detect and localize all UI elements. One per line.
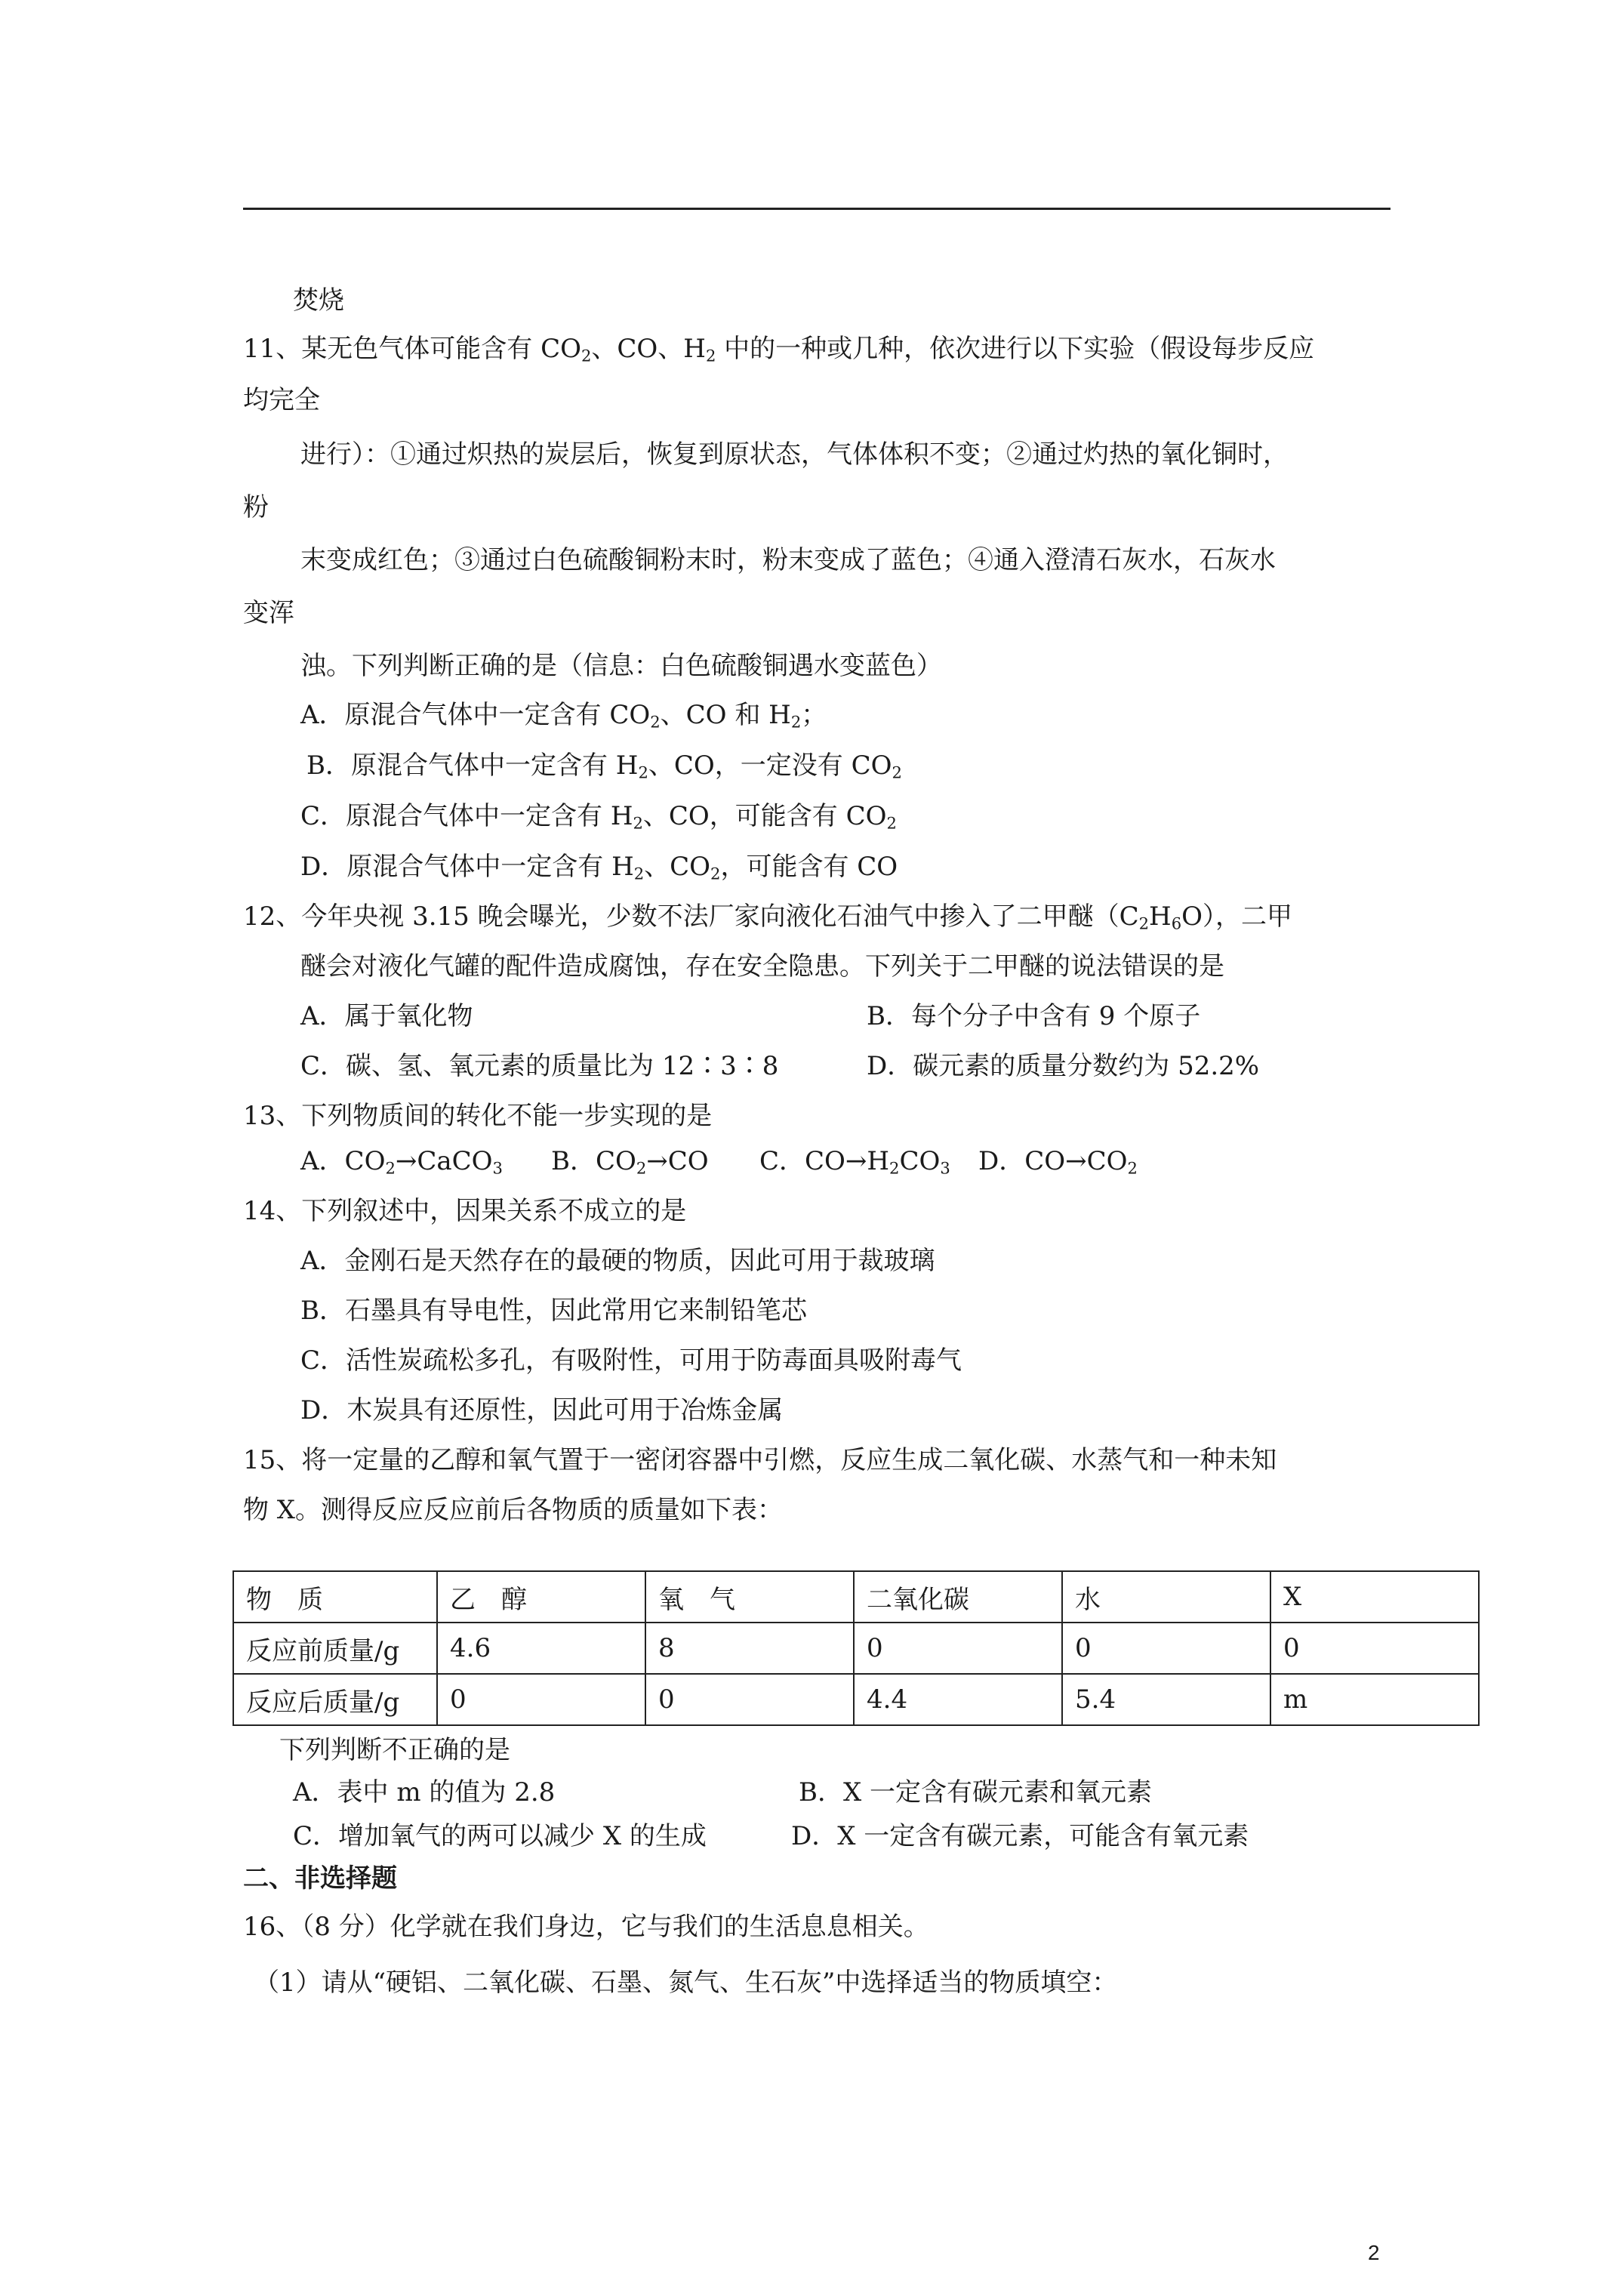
q15-option-d: D．X 一定含有碳元素，可能含有氧元素: [791, 1821, 1249, 1851]
q15-stem-line-1: 15、将一定量的乙醇和氧气置于一密闭容器中引燃，反应生成二氧化碳、水蒸气和一种未知: [243, 1445, 1277, 1475]
q11-stem-line-4: 粉: [243, 492, 269, 522]
q12-option-c: C．碳、氢、氧元素的质量比为 12∶3∶8: [300, 1051, 779, 1081]
q10-tail-text: 焚烧: [293, 285, 344, 316]
q12-stem-line-1: 12、今年央视 3.15 晚会曝光，少数不法厂家向液化石油气中掺入了二甲醚$(C_2H_6O)$，二甲: [243, 901, 1292, 933]
table-header-cell: X: [1270, 1571, 1479, 1623]
table-header-cell: 物 质: [233, 1571, 437, 1623]
q11-option-c: C．原混合气体中一定含有 $H_2$、CO，可能含有 $CO_2$: [300, 801, 897, 833]
q11-stem-line-2: 均完全: [243, 385, 320, 415]
q11-option-b: B．原混合气体中一定含有 $H_2$、CO，一定没有 $CO_2$: [306, 750, 902, 782]
page-number: 2: [1368, 2241, 1380, 2264]
table-cell: 5.4: [1062, 1674, 1270, 1725]
table-row: [233, 1623, 1479, 1674]
q12-option-b: B．每个分子中含有 9 个原子: [867, 1001, 1201, 1031]
table-cell: 0: [437, 1674, 645, 1725]
q15-option-c: C．增加氧气的两可以减少 X 的生成: [293, 1821, 707, 1851]
table-cell: 0: [645, 1674, 854, 1725]
q13-stem: 13、下列物质间的转化不能一步实现的是: [243, 1101, 713, 1131]
q16-stem-line-2: （1）请从“硬铝、二氧化碳、石墨、氮气、生石灰”中选择适当的物质填空：: [254, 1968, 1118, 1998]
q12-option-a: A．属于氧化物: [300, 1001, 473, 1031]
q11-option-d: D．原混合气体中一定含有 $H_2$、$CO_2$，可能含有 CO: [300, 852, 898, 883]
q11-stem-line-7: 浊。下列判断正确的是（信息：白色硫酸铜遇水变蓝色）: [300, 651, 942, 681]
q14-option-a: A．金刚石是天然存在的最硬的物质，因此可用于裁玻璃: [300, 1246, 935, 1276]
table-cell: 反应后质量/g: [233, 1674, 437, 1725]
table-cell: 0: [1062, 1623, 1270, 1674]
q14-option-b: B．石墨具有导电性，因此常用它来制铅笔芯: [300, 1296, 807, 1326]
q11-stem-line-3: 进行）：①通过炽热的炭层后，恢复到原状态，气体体积不变；②通过灼热的氧化铜时，: [300, 439, 1289, 470]
table-header-row: [233, 1571, 1479, 1623]
table-header-cell: 二氧化碳: [854, 1571, 1062, 1623]
header-rule: [243, 208, 1390, 210]
table-header-cell: 乙 醇: [437, 1571, 645, 1623]
table-cell: 4.4: [854, 1674, 1062, 1725]
q15-option-b: B．X 一定含有碳元素和氧元素: [799, 1777, 1152, 1808]
table-header-cell: 水: [1062, 1571, 1270, 1623]
table-cell: 0: [854, 1623, 1062, 1674]
q13-option-b: B．$CO_2\to CO$: [551, 1146, 709, 1178]
table-cell: 8: [645, 1623, 854, 1674]
q11-option-a: A．原混合气体中一定含有 $CO_2$、CO 和 $H_2$；: [300, 700, 827, 732]
q11-stem-line-5: 末变成红色；③通过白色硫酸铜粉末时，粉末变成了蓝色；④通入澄清石灰水，石灰水: [300, 545, 1276, 575]
table-cell: 4.6: [437, 1623, 645, 1674]
q12-stem-line-2: 醚会对液化气罐的配件造成腐蚀，存在安全隐患。下列关于二甲醚的说法错误的是: [300, 951, 1224, 982]
q14-stem: 14、下列叙述中，因果关系不成立的是: [243, 1196, 687, 1226]
q16-stem-line-1: 16、（8 分）化学就在我们身边，它与我们的生活息息相关。: [243, 1912, 929, 1942]
table-cell: 反应前质量/g: [233, 1623, 437, 1674]
q15-option-a: A．表中 m 的值为 2.8: [293, 1777, 556, 1808]
q13-option-c: C．$CO\to H_2CO_3$: [759, 1146, 950, 1178]
q12-option-d: D．碳元素的质量分数约为 52.2%: [867, 1051, 1260, 1081]
mass-data-table: [233, 1570, 1480, 1726]
q14-option-c: C．活性炭疏松多孔，有吸附性，可用于防毒面具吸附毒气: [300, 1345, 962, 1376]
table-cell: m: [1270, 1674, 1479, 1725]
q13-option-a: A．$CO_2\to CaCO_3$: [300, 1146, 503, 1178]
q11-stem-line-1: 11、某无色气体可能含有 $CO_2$、CO、$H_2$ 中的一种或几种，依次进行以下实验（假设每步反应: [243, 334, 1315, 365]
section-heading: 二、非选择题: [243, 1863, 397, 1894]
q15-judge-stem: 下列判断不正确的是: [279, 1735, 510, 1765]
table-header-cell: 氧 气: [645, 1571, 854, 1623]
table-cell: 0: [1270, 1623, 1479, 1674]
q14-option-d: D．木炭具有还原性，因此可用于冶炼金属: [300, 1395, 784, 1425]
q13-option-d: D．$CO\to CO_2$: [978, 1146, 1138, 1178]
q11-stem-line-6: 变浑: [243, 598, 294, 628]
table-row: [233, 1674, 1479, 1725]
q15-stem-line-2: 物 X。测得反应反应前后各物质的质量如下表：: [243, 1495, 784, 1525]
